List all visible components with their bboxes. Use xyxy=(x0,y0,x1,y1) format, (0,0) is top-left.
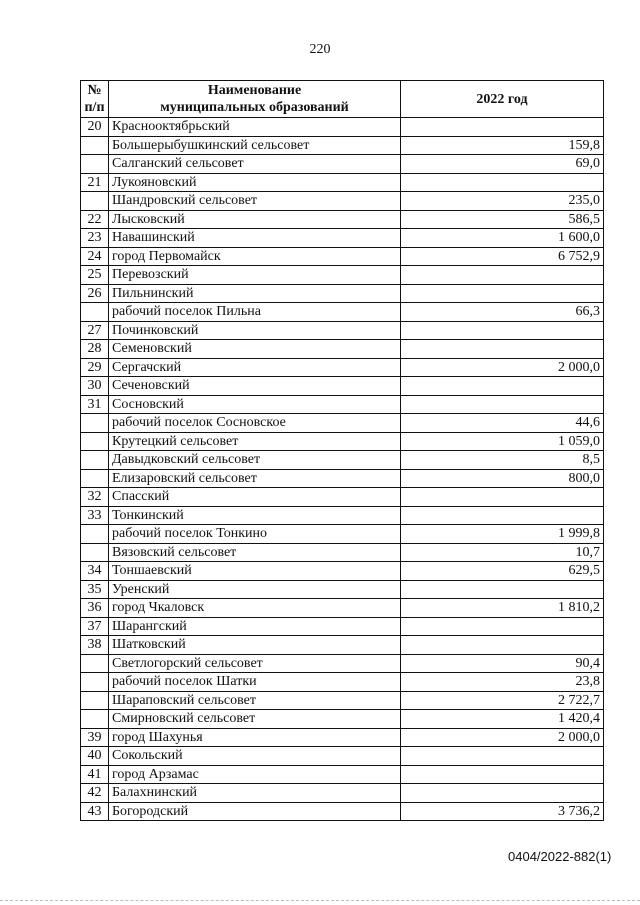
row-number: 21 xyxy=(81,173,109,192)
row-number xyxy=(81,654,109,673)
row-value: 69,0 xyxy=(401,155,604,174)
table-row xyxy=(81,210,604,229)
row-value: 6 752,9 xyxy=(401,247,604,266)
row-value xyxy=(401,284,604,303)
row-value xyxy=(401,173,604,192)
row-number xyxy=(81,469,109,488)
row-value xyxy=(401,580,604,599)
document-code: 0404/2022-882(1) xyxy=(508,849,612,864)
row-number xyxy=(81,155,109,174)
row-value: 44,6 xyxy=(401,414,604,433)
row-name: рабочий поселок Шатки xyxy=(109,673,401,692)
row-value xyxy=(401,765,604,784)
row-number xyxy=(81,192,109,211)
row-number: 23 xyxy=(81,229,109,248)
row-name: Навашинский xyxy=(109,229,401,248)
row-value: 3 736,2 xyxy=(401,802,604,821)
row-value: 800,0 xyxy=(401,469,604,488)
row-number xyxy=(81,710,109,729)
row-name: Большерыбушкинский сельсовет xyxy=(109,136,401,155)
table-row xyxy=(81,321,604,340)
row-name: Лукояновский xyxy=(109,173,401,192)
table-row xyxy=(81,506,604,525)
row-number xyxy=(81,451,109,470)
table-row xyxy=(81,266,604,285)
row-value: 1 600,0 xyxy=(401,229,604,248)
table-row xyxy=(81,710,604,729)
row-number: 28 xyxy=(81,340,109,359)
header-number-line2: п/п xyxy=(84,100,105,115)
row-number xyxy=(81,525,109,544)
row-value xyxy=(401,488,604,507)
row-value: 1 999,8 xyxy=(401,525,604,544)
row-name: Сокольский xyxy=(109,747,401,766)
header-number-line1: № xyxy=(87,83,102,98)
row-number xyxy=(81,691,109,710)
row-number: 24 xyxy=(81,247,109,266)
row-number: 42 xyxy=(81,784,109,803)
row-number: 31 xyxy=(81,395,109,414)
row-number: 35 xyxy=(81,580,109,599)
page-bottom-edge xyxy=(0,900,640,902)
row-number xyxy=(81,136,109,155)
row-value xyxy=(401,506,604,525)
row-value: 10,7 xyxy=(401,543,604,562)
row-value xyxy=(401,266,604,285)
row-value: 90,4 xyxy=(401,654,604,673)
row-number xyxy=(81,673,109,692)
row-value xyxy=(401,636,604,655)
table-row xyxy=(81,173,604,192)
table-row xyxy=(81,488,604,507)
row-value xyxy=(401,118,604,137)
row-number: 25 xyxy=(81,266,109,285)
row-name: Балахнинский xyxy=(109,784,401,803)
row-number xyxy=(81,414,109,433)
header-number xyxy=(81,81,109,118)
row-name: Починковский xyxy=(109,321,401,340)
row-number: 26 xyxy=(81,284,109,303)
row-name: город Арзамас xyxy=(109,765,401,784)
row-name: Смирновский сельсовет xyxy=(109,710,401,729)
row-value xyxy=(401,617,604,636)
table-row xyxy=(81,284,604,303)
row-value xyxy=(401,377,604,396)
row-number: 37 xyxy=(81,617,109,636)
row-name: Шараповский сельсовет xyxy=(109,691,401,710)
row-name: Сергачский xyxy=(109,358,401,377)
row-name: Давыдковский сельсовет xyxy=(109,451,401,470)
row-number xyxy=(81,543,109,562)
header-year: 2022 год xyxy=(401,81,604,118)
row-value: 2 000,0 xyxy=(401,358,604,377)
row-value: 1 420,4 xyxy=(401,710,604,729)
row-value xyxy=(401,321,604,340)
table-row xyxy=(81,229,604,248)
row-value: 23,8 xyxy=(401,673,604,692)
row-number: 27 xyxy=(81,321,109,340)
row-number: 38 xyxy=(81,636,109,655)
row-name: Крутецкий сельсовет xyxy=(109,432,401,451)
table-row xyxy=(81,617,604,636)
row-name: Краснооктябрьский xyxy=(109,118,401,137)
table-row xyxy=(81,395,604,414)
row-name: Светлогорский сельсовет xyxy=(109,654,401,673)
row-name: Сеченовский xyxy=(109,377,401,396)
table-row xyxy=(81,118,604,137)
row-number: 39 xyxy=(81,728,109,747)
table-row xyxy=(81,673,604,692)
row-number xyxy=(81,432,109,451)
table-row xyxy=(81,802,604,821)
table-row xyxy=(81,691,604,710)
row-name: Елизаровский сельсовет xyxy=(109,469,401,488)
row-name: рабочий поселок Тонкино xyxy=(109,525,401,544)
row-value: 2 722,7 xyxy=(401,691,604,710)
row-name: Богородский xyxy=(109,802,401,821)
page-number: 220 xyxy=(309,42,331,57)
row-value: 1 810,2 xyxy=(401,599,604,618)
table-row xyxy=(81,377,604,396)
table-row xyxy=(81,580,604,599)
table-row xyxy=(81,192,604,211)
table-row xyxy=(81,525,604,544)
row-name: город Первомайск xyxy=(109,247,401,266)
table-header-row xyxy=(81,81,604,118)
row-name: город Чкаловск xyxy=(109,599,401,618)
row-name: Шатковский xyxy=(109,636,401,655)
row-number: 29 xyxy=(81,358,109,377)
row-number: 34 xyxy=(81,562,109,581)
row-name: Тонкинский xyxy=(109,506,401,525)
row-name: Семеновский xyxy=(109,340,401,359)
table-row xyxy=(81,340,604,359)
table-row xyxy=(81,155,604,174)
table-row xyxy=(81,432,604,451)
row-number: 33 xyxy=(81,506,109,525)
row-number: 22 xyxy=(81,210,109,229)
row-number: 30 xyxy=(81,377,109,396)
row-value: 2 000,0 xyxy=(401,728,604,747)
row-number: 40 xyxy=(81,747,109,766)
row-value xyxy=(401,395,604,414)
row-name: Сосновский xyxy=(109,395,401,414)
row-name: Вязовский сельсовет xyxy=(109,543,401,562)
table-row xyxy=(81,599,604,618)
row-number: 20 xyxy=(81,118,109,137)
row-number: 43 xyxy=(81,802,109,821)
table-row xyxy=(81,451,604,470)
header-name-line1: Наименование xyxy=(207,83,302,98)
table-row xyxy=(81,303,604,322)
table-row xyxy=(81,765,604,784)
row-name: рабочий поселок Пильна xyxy=(109,303,401,322)
table-body xyxy=(81,118,604,821)
table-row xyxy=(81,543,604,562)
row-number xyxy=(81,303,109,322)
table-row xyxy=(81,414,604,433)
row-value: 159,8 xyxy=(401,136,604,155)
row-value: 1 059,0 xyxy=(401,432,604,451)
row-name: Шарангский xyxy=(109,617,401,636)
row-name: Шандровский сельсовет xyxy=(109,192,401,211)
row-value xyxy=(401,340,604,359)
header-name-line2: муниципальных образований xyxy=(160,100,349,115)
row-number: 32 xyxy=(81,488,109,507)
row-value: 629,5 xyxy=(401,562,604,581)
row-name: Тоншаевский xyxy=(109,562,401,581)
row-value: 66,3 xyxy=(401,303,604,322)
table-row xyxy=(81,747,604,766)
table-row xyxy=(81,358,604,377)
row-number: 41 xyxy=(81,765,109,784)
row-name: Салганский сельсовет xyxy=(109,155,401,174)
table-row xyxy=(81,247,604,266)
row-value xyxy=(401,747,604,766)
header-name xyxy=(109,81,401,118)
row-value: 8,5 xyxy=(401,451,604,470)
table-row xyxy=(81,654,604,673)
row-number: 36 xyxy=(81,599,109,618)
table-row xyxy=(81,636,604,655)
row-value xyxy=(401,784,604,803)
row-name: город Шахунья xyxy=(109,728,401,747)
table-row xyxy=(81,136,604,155)
table-row xyxy=(81,784,604,803)
row-name: Перевозский xyxy=(109,266,401,285)
row-name: Спасский xyxy=(109,488,401,507)
row-value: 235,0 xyxy=(401,192,604,211)
table-row xyxy=(81,469,604,488)
row-name: Пильнинский xyxy=(109,284,401,303)
row-name: Уренский xyxy=(109,580,401,599)
table-row xyxy=(81,562,604,581)
row-name: рабочий поселок Сосновское xyxy=(109,414,401,433)
allocation-table xyxy=(80,80,604,821)
row-value: 586,5 xyxy=(401,210,604,229)
row-name: Лысковский xyxy=(109,210,401,229)
table-row xyxy=(81,728,604,747)
